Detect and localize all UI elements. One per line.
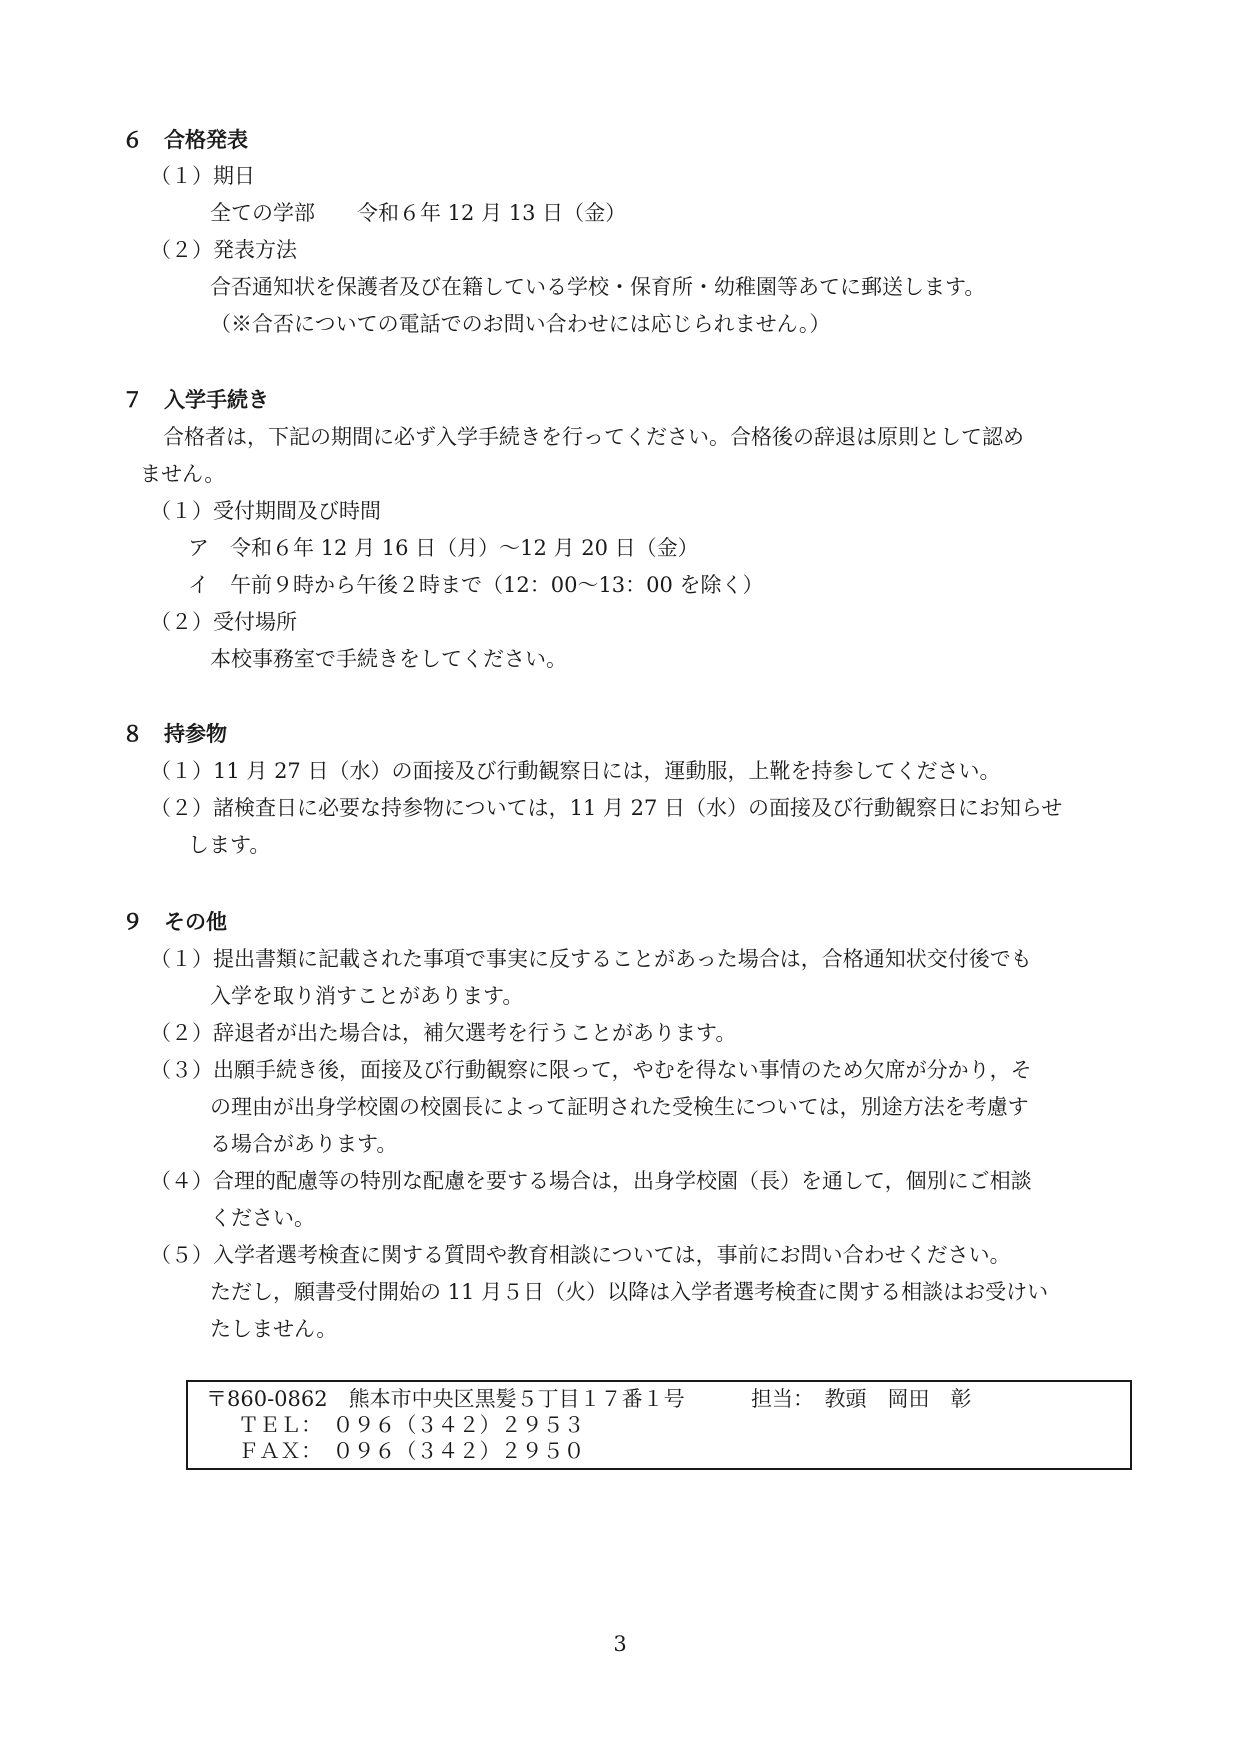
section-8-item-1: （１）11 月 27 日（水）の面接及び行動観察日には，運動服，上靴を持参してください。 [150,759,1001,783]
section-6-item-2-title: （２）発表方法 [150,238,297,262]
section-6-item-1-text: 全ての学部 令和６年 12 月 13 日（金） [210,201,627,225]
section-8-heading: ８ 持参物 [122,722,227,746]
section-8-item-2-line-2: します。 [188,833,271,857]
contact-person: 担当： 教頭 岡田 彰 [751,1387,972,1411]
contact-address: 〒860-0862 熊本市中央区黒髪５丁目１７番１号 [206,1387,685,1411]
section-7-heading: ７ 入学手続き [122,388,269,412]
section-7-item-1-b: イ 午前９時から午後２時まで（12：00～13：00 を除く） [188,573,764,597]
section-9-item-3-line-3: る場合があります。 [210,1132,398,1156]
contact-fax: ＦＡＸ： ０９６（３４２）２９５０ [238,1439,585,1463]
section-6-item-2-note: （※合否についての電話でのお問い合わせには応じられません。） [210,312,831,336]
contact-tel: ＴＥＬ： ０９６（３４２）２９５３ [238,1413,585,1437]
section-9-item-5-line-1: （５）入学者選考検査に関する質問や教育相談については，事前にお問い合わせください。 [150,1243,1011,1267]
section-7-item-2-title: （２）受付場所 [150,610,297,634]
section-9-heading: ９ その他 [122,910,227,934]
section-9-item-1-line-1: （１）提出書類に記載された事項で事実に反することがあった場合は，合格通知状交付後でも [150,947,1032,971]
section-7-intro-line-1: 合格者は，下記の期間に必ず入学手続きを行ってください。合格後の辞退は原則として認め [163,425,1024,449]
section-9-item-2: （２）辞退者が出た場合は，補欠選考を行うことがあります。 [150,1021,737,1045]
contact-box [186,1380,1132,1470]
section-7-intro-line-2: ません。 [140,462,226,486]
section-9-item-3-line-2: の理由が出身学校園の校園長によって証明された受検生については，別途方法を考慮す [210,1095,1029,1119]
section-6-item-1-title: （１）期日 [150,164,255,188]
section-6-heading: ６ 合格発表 [122,128,248,152]
section-9-item-1-line-2: 入学を取り消すことがあります。 [210,984,524,1008]
section-6-item-2-text: 合否通知状を保護者及び在籍している学校・保育所・幼稚園等あてに郵送します。 [210,275,986,299]
section-7-item-1-a: ア 令和６年 12 月 16 日（月）～12 月 20 日（金） [188,536,699,560]
section-9-item-3-line-1: （３）出願手続き後，面接及び行動観察に限って，やむを得ない事情のため欠席が分かり，そ [150,1058,1032,1082]
section-8-item-2-line-1: （２）諸検査日に必要な持参物については，11 月 27 日（水）の面接及び行動観察日にお知らせ [150,796,1063,820]
section-7-item-1-title: （１）受付期間及び時間 [150,499,381,523]
section-7-item-2-text: 本校事務室で手続きをしてください。 [210,647,567,671]
section-9-item-5-line-2: ただし，願書受付開始の 11 月５日（火）以降は入学者選考検査に関する相談はお受けい [210,1280,1049,1304]
page-number: 3 [613,1632,627,1656]
section-9-item-4-line-1: （４）合理的配慮等の特別な配慮を要する場合は，出身学校園（長）を通して，個別にご相談 [150,1169,1032,1193]
section-9-item-4-line-2: ください。 [210,1206,315,1230]
section-9-item-5-line-3: たしません。 [210,1317,338,1341]
